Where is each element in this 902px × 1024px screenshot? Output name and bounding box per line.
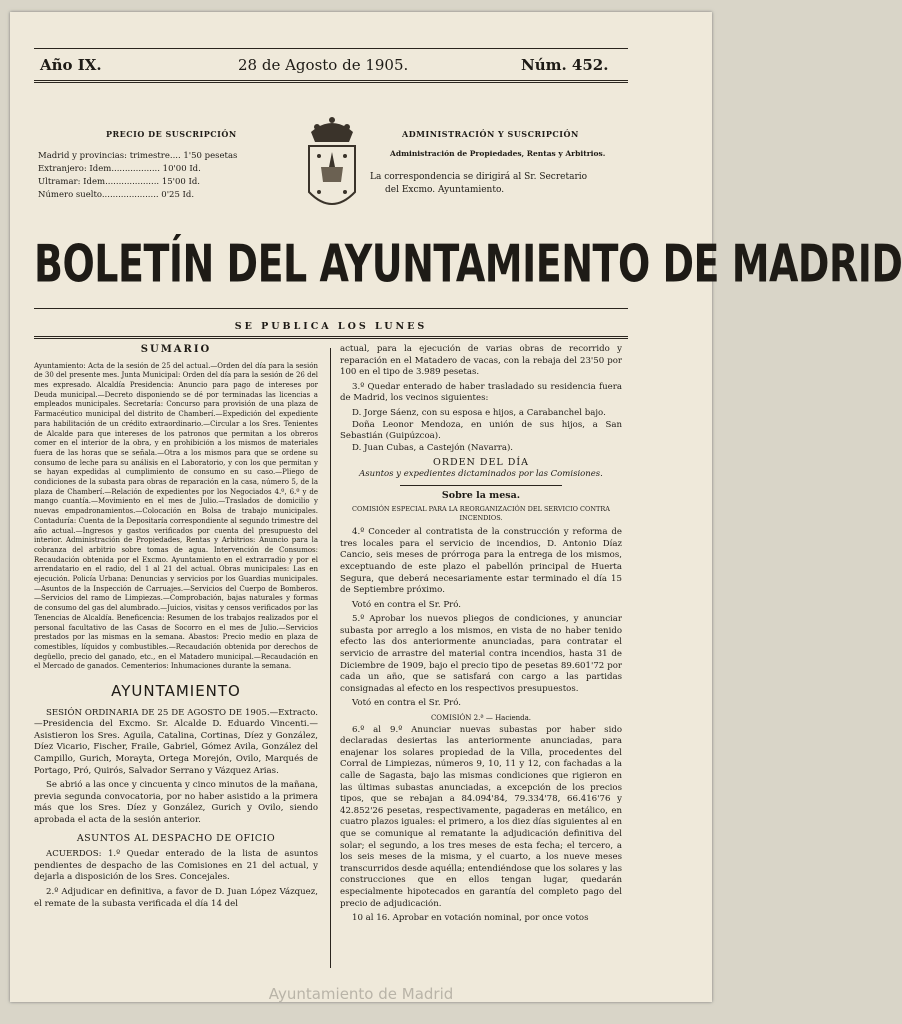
left-column: [34, 344, 318, 913]
subscription-title: PRECIO DE SUSCRIPCIÓN: [106, 129, 237, 139]
subsection-title: ASUNTOS AL DESPACHO DE OFICIO: [76, 832, 276, 844]
summary-title: SUMARIO: [140, 344, 212, 355]
paragraph: 5.º Aprobar los nuevos pliegos de condiciones, y anunciar subasta por arreglo a los mismos, en vista de no haber tenido efecto las dos anteriormente anunciadas, para contratar el servicio de arrastre del material contra incendios, hasta 31 de Diciembre de 1909, bajo el precio tipo de pesetas 89.601'72 por cada un año, que se satisfará con cargo a las partidas consignadas al efecto en los respectivos presupuestos.: [340, 614, 622, 694]
top-rule: [34, 48, 628, 49]
issue-number: Núm. 452.: [521, 56, 609, 74]
correspondence-note: La correspondencia se dirigirá al Sr. Secretario: [370, 172, 588, 182]
price-line: Número suelto..................... 0'25 Id.: [38, 190, 195, 200]
madrid-crest-icon: [297, 112, 367, 222]
agreement-paragraph: 2.º Adjudicar en definitiva, a favor de D. Juan López Vázquez, el remate de la subasta verificada el día 14 del: [34, 887, 318, 909]
vote-note: Votó en contra el Sr. Pró.: [352, 698, 461, 709]
agreement-paragraph: ACUERDOS: 1.º Quedar enterado de la lista de asuntos pendientes de despacho de las Comisiones en 21 del actual, y dejarla a disposición de los Sres. Concejales.: [34, 849, 318, 883]
paragraph: Doña Leonor Mendoza, en unión de sus hijos, a San Sebastián (Guipúzcoa).: [340, 419, 622, 442]
paragraph: 6.º al 9.º Anunciar nuevas subastas por haber sido declaradas desiertas las anteriormente anunciadas, para enajenar los solares propiedad de la Villa, procedentes del Corral de Limpiezas, números 9, 10, 11 y 12, con fachadas a la calle de Sagasta, bajo las mismas condiciones que rigieron en las últimas subastas anunciadas, a excepción de los precios tipos, que se rebajan a 84.094'84, 79.334'78, 66.416'76 y 42.852'26 pesetas, respectivamente, pagaderas en metálico, en cuatro plazos iguales: el primero, a los diez días siguientes al en que se comunique al rematante la adjudicación definitiva del solar; el segundo, a los tres meses de esta fecha; el tercero, a los seis meses de la misma, y el cuarto, a los nueve meses transcurridos desde aquélla; entendiéndose que los solares y las construcciones que en ellos tengan lugar, quedarán especialmente hipotecados en garantía del completo pago del precio de adjudicación.: [340, 724, 622, 909]
paragraph: 10 al 16. Aprobar en votación nominal, por once votos: [352, 913, 589, 924]
commission-heading: COMISIÓN ESPECIAL PARA LA REORGANIZACIÓN DEL SERVICIO CONTRA INCENDIOS.: [352, 505, 610, 523]
publication-note: SE PUBLICA LOS LUNES: [234, 321, 428, 332]
issue-date: 28 de Agosto de 1905.: [238, 56, 409, 74]
vote-note: Votó en contra el Sr. Pró.: [352, 599, 461, 610]
issue-year: Año IX.: [40, 56, 102, 74]
publication-rule: [34, 336, 628, 341]
header-rule: [34, 80, 628, 85]
agenda-subtitle: Asuntos y expedientes dictaminados por las Comisiones.: [359, 468, 603, 479]
right-column: [340, 344, 622, 928]
agenda-title: ORDEN DEL DÍA: [433, 457, 529, 469]
administration-title: ADMINISTRACIÓN Y SUSCRIPCIÓN: [402, 129, 579, 139]
summary-text: Ayuntamiento: Acta de la sesión de 25 del actual.—Orden del día para la sesión de 30 del presente mes. Junta Municipal: Orden del día para la sesión de 26 del mes expresado. Alcaldía Presidencia: Anuncio para pago de intereses por Deuda municipal.—Decreto disponiendo se dé por terminadas las licencias a empleados municipales. Secretaría: Concurso para provisión de una plaza de Farmacéutico municipal del distrito de Chamberí.—Expedición del expediente para habilitación de un crédito extraordinario.—Circular a los Sres. Tenientes de Alcalde para que intereses de los patronos que permitan a los obreros comer en el interior de la obra, y en prohibición a los mismos de materiales fuera de las horas que se señala.—Otra a los mismos para que se ordene su consumo de leche para su análisis en el Laboratorio, y con los que permitan y se hayan expedidas al cumplimiento de consumo en su caso.—Pliego de condiciones de la subasta para obras de reparación en la casa, número 5, de la plaza de Chamberí.—Relación de expedientes por los Negociados 4.º, 6.º y de mango cuantía.—Movimiento en el mes de Julio.—Traslados de domicilio y nuevas empadronamientos.—Colocación en Bolsa de trabajo municipales. Contaduría: Cuenta de la Depositaría correspondiente al segundo trimestre del año actual.—Ingresos y gastos verificados por cuenta del presupuesto del interior. Administración de Propiedades, Rentas y Arbitrios: Anuncio para la cobranza del arbitrio sobre tomas de agua. Intervención de Consumos: Recaudación obtenida por el Excmo. Ayuntamiento en el extrarradio y por el arrendatario en el radio, del 1 al 21 del actual. Obras municipales: Las en ejecución. Policía Urbana: Denuncias y servicios por los Guardias municipales.—Asuntos de la Inspección de Carruajes.—Servicios del Cuerpo de Bomberos.—Servicios del ramo de Limpiezas.—Comprobación, bajas naturales y formas de consumo del gas del alumbrado.—Juicios, visitas y censos verificados por las Tenencias de Alcaldía. Beneficencia: Resumen de los trabajos realizados por el personal facultativo de las Casas de Socorro en el mes de Julio.—Servicios prestados por las mismas en la semana. Abastos: Precio medio en plaza de comestibles, líquidos y combustibles.—Recaudación obtenida por derechos de degüello, precio del ganado, etc., en el Matadero municipal.—Recaudación en el Mercado de ganados. Cementerios: Inhumaciones durante la semana.: [34, 361, 318, 671]
correspondence-note: del Excmo. Ayuntamiento.: [385, 185, 505, 195]
divider: [400, 485, 562, 486]
paragraph: actual, para la ejecución de varias obras de recorrido y reparación en el Matadero de vacas, con la rebaja del 23'50 por 100 en el tipo de 3.989 pesetas.: [340, 344, 622, 378]
paragraph: 4.º Conceder al contratista de la construcción y reforma de tres locales para el servicio de incendios, D. Antonio Díaz Cancio, seis meses de prórroga para la entrega de los mismos, exceptuando de este plazo el pabellón principal de Huerta Segura, que deberá necesariamente estar terminado el día 15 de Septiembre próximo.: [340, 527, 622, 596]
price-line: Madrid y provincias: trimestre.... 1'50 pesetas: [38, 151, 238, 161]
section-heading: Sobre la mesa.: [441, 489, 521, 501]
title-rule: [34, 308, 628, 309]
watermark-footer: Ayuntamiento de Madrid: [268, 985, 454, 1003]
newspaper-title: BOLETÍN DEL AYUNTAMIENTO DE MADRID: [34, 234, 902, 294]
newspaper-page: [10, 12, 902, 1002]
paragraph: 3.º Quedar enterado de haber trasladado su residencia fuera de Madrid, los vecinos siguientes:: [340, 381, 622, 404]
price-line: Extranjero: Idem.................. 10'00 Id.: [38, 164, 201, 174]
opening-paragraph: Se abrió a las once y cincuenta y cinco minutos de la mañana, previa segunda convocatoria, por no haber asistido a la primera más que los Sres. Díez y González, Gurich y Ovilo, siendo aprobada el acta de la sesión anterior.: [34, 780, 318, 826]
paragraph: D. Juan Cubas, a Castejón (Navarra).: [352, 442, 514, 453]
paragraph: D. Jorge Sáenz, con su esposa e hijos, a Carabanchel bajo.: [352, 407, 606, 418]
section-title: AYUNTAMIENTO: [111, 682, 241, 701]
commission-heading: COMISIÓN 2.ª — Hacienda.: [430, 714, 532, 723]
administration-office: Administración de Propiedades, Rentas y Arbitrios.: [390, 149, 606, 158]
session-paragraph: SESIÓN ORDINARIA DE 25 DE AGOSTO DE 1905.—Extracto.—Presidencia del Excmo. Sr. Alcalde D. Eduardo Vincenti.—Asistieron los Sres. Aguila, Catalina, Cortinas, Díez y González, Díez Vicario, Fischer, Fraile, Gabriel, Gómez Avila, González del Campillo, Gurich, Morayta, Ortega Morejón, Ovilo, Marqués de Portago, Pró, Quirós, Salvador Serrano y Vázquez Arias.: [34, 707, 318, 776]
price-line: Ultramar: Idem.................... 15'00 Id.: [38, 177, 200, 187]
column-divider: [330, 348, 331, 968]
